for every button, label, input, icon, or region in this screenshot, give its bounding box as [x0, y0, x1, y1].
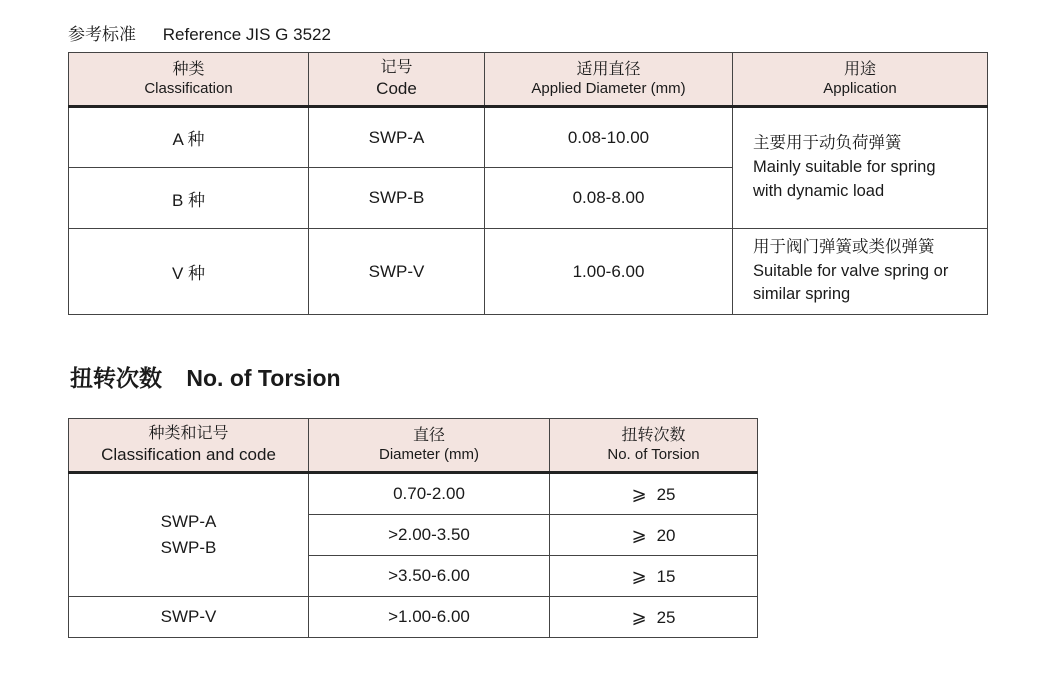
cell-diameter: 0.70-2.00 — [309, 473, 550, 515]
cell-classification: V 种 — [69, 229, 309, 315]
cell-application-dynamic: 主要用于动负荷弹簧 Mainly suitable for spring with dynamic load — [733, 107, 988, 229]
spec-table — [68, 52, 988, 315]
cell-diameter: 0.08-10.00 — [485, 107, 733, 168]
cell-diameter: 1.00-6.00 — [485, 229, 733, 315]
section-title-en: No. of Torsion — [186, 365, 341, 391]
torsion-table — [68, 418, 758, 638]
cell-code: SWP-B — [309, 168, 485, 229]
reference-label-en: Reference JIS G 3522 — [162, 25, 331, 44]
reference-label-zh: 参考标准 — [68, 25, 136, 44]
cell-torsion: ⩾ 25 — [550, 597, 758, 638]
header-classification: 种类 Classification — [69, 53, 309, 107]
cell-torsion: ⩾ 15 — [550, 556, 758, 597]
cell-code-group: SWP-A SWP-B — [69, 473, 309, 597]
cell-diameter: >1.00-6.00 — [309, 597, 550, 638]
cell-classification: B 种 — [69, 168, 309, 229]
cell-torsion: ⩾ 20 — [550, 515, 758, 556]
cell-application-valve: 用于阀门弹簧或类似弹簧 Suitable for valve spring or similar spring — [733, 229, 988, 315]
cell-code: SWP-V — [309, 229, 485, 315]
table-row — [69, 107, 988, 168]
table-row — [69, 597, 758, 638]
header-applied-diameter: 适用直径 Applied Diameter (mm) — [485, 53, 733, 107]
header-application: 用途 Application — [733, 53, 988, 107]
header-code: 记号 Code — [309, 53, 485, 107]
cell-torsion: ⩾ 25 — [550, 473, 758, 515]
table-row — [69, 229, 988, 315]
section-title-zh: 扭转次数 — [70, 365, 162, 391]
cell-diameter: >3.50-6.00 — [309, 556, 550, 597]
header-torsion: 扭转次数 No. of Torsion — [550, 419, 758, 473]
cell-code: SWP-A — [309, 107, 485, 168]
table-row — [69, 473, 758, 515]
torsion-header-row — [69, 419, 758, 473]
cell-code-group: SWP-V — [69, 597, 309, 638]
cell-classification: A 种 — [69, 107, 309, 168]
reference-standard — [68, 20, 331, 45]
cell-diameter: 0.08-8.00 — [485, 168, 733, 229]
header-classification-code: 种类和记号 Classification and code — [69, 419, 309, 473]
spec-header-row — [69, 53, 988, 107]
section-title-torsion — [70, 360, 341, 393]
cell-diameter: >2.00-3.50 — [309, 515, 550, 556]
header-diameter: 直径 Diameter (mm) — [309, 419, 550, 473]
